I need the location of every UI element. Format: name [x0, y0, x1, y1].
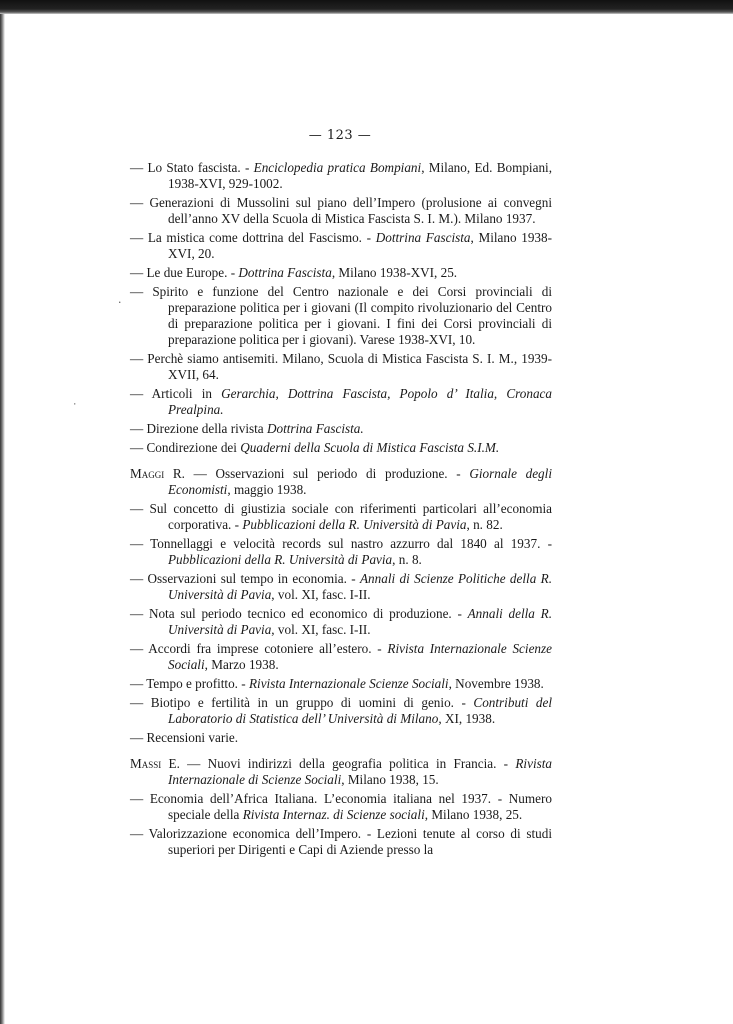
bibliography-entry	[130, 284, 552, 348]
entry-title: Spirito e funzione del Centro nazionale e dei Corsi provinciali di preparazione politica per i giovani (Il compito rivoluzionario del Centro di preparazione politica per i giovani. I fini dei Corsi provinciali di preparazione politica per i giovani). Varese 1938-XVI, 10.	[152, 284, 552, 347]
entry-details: , n. 82.	[466, 517, 503, 532]
entry-source: Quaderni della Scuola di Mistica Fascista S.I.M.	[240, 440, 500, 455]
bibliography-entry	[130, 571, 552, 603]
entry-title: Condirezione dei	[146, 440, 241, 455]
bibliography-entry	[130, 421, 552, 437]
entry-dash: —	[130, 791, 150, 806]
entry-title: Sul concetto di giustizia sociale con riferimenti particolari all’economia corporativa. -	[149, 501, 553, 532]
bibliography-entry	[130, 730, 552, 746]
entry-title: Tempo e profitto. -	[146, 676, 249, 691]
entry-source: Pubblicazioni della R. Università di Pavia	[242, 517, 467, 532]
bibliography-entry	[130, 195, 552, 227]
entry-details: , vol. XI, fasc. I-II.	[271, 587, 371, 602]
entry-details: , Milano 1938, 15.	[341, 772, 439, 787]
entry-source: Dottrina Fascista	[375, 230, 471, 245]
entry-dash: —	[130, 826, 149, 841]
entry-dash: —	[130, 695, 151, 710]
entry-title: Articoli in	[151, 386, 222, 401]
entry-dash: —	[130, 501, 150, 516]
entry-dash: —	[130, 676, 147, 691]
entry-dash: —	[130, 606, 149, 621]
scan-left-edge	[0, 14, 5, 1024]
entry-author: Maggi R.	[130, 466, 185, 481]
bibliography-entry	[130, 265, 552, 281]
bibliography-entry	[130, 695, 552, 727]
entry-title: Economia dell’Africa Italiana. L’economia italiana nel 1937. - Numero speciale della	[149, 791, 553, 822]
entry-details: , Marzo 1938.	[204, 657, 279, 672]
entry-title: Recensioni varie.	[146, 730, 239, 745]
entry-dash: —	[130, 195, 150, 210]
bibliography-entry	[130, 501, 552, 533]
bibliography-entry	[130, 351, 552, 383]
bibliography-entry	[130, 536, 552, 568]
entry-title: Le due Europe. -	[146, 265, 239, 280]
entry-source: Giornale degli Economisti	[168, 466, 552, 497]
entry-source: Annali della R. Università di Pavia	[168, 606, 552, 637]
entry-title: Osservazioni sul tempo in economia. -	[147, 571, 360, 586]
entry-details: , vol. XI, fasc. I-II.	[271, 622, 371, 637]
bibliography-entry	[130, 756, 552, 788]
entry-source: Rivista Internazionale Scienze Sociali	[248, 676, 449, 691]
entry-author: Massi E.	[130, 756, 180, 771]
entry-dash: —	[130, 641, 149, 656]
entry-source: Dottrina Fascista	[238, 265, 332, 280]
bibliography-entry	[130, 826, 552, 858]
entry-details: , Milano 1938-XVI, 25.	[331, 265, 458, 280]
entry-dash: —	[184, 466, 216, 481]
entry-details: , Milano, Ed. Bompiani, 1938-XVI, 929-1002.	[168, 160, 553, 191]
entry-source: Rivista Internazionale di Scienze Sociali	[168, 756, 553, 787]
entry-title: Lo Stato fascista. -	[147, 160, 254, 175]
bibliography-entry	[130, 160, 552, 192]
bibliography-entry	[130, 676, 552, 692]
entry-dash: —	[130, 160, 148, 175]
entry-dash: —	[130, 265, 147, 280]
entry-details: , Novembre 1938.	[448, 676, 544, 691]
entry-source: Rivista Internaz. di Scienze sociali	[242, 807, 425, 822]
entry-source: Contributi del Laboratorio di Statistica dell’ Università di Milano	[168, 695, 553, 726]
scan-top-edge	[0, 0, 733, 14]
scan-speck: ·	[118, 296, 122, 309]
entry-details: , XI, 1938.	[438, 711, 496, 726]
bibliography-entry	[130, 606, 552, 638]
entry-dash: —	[130, 440, 147, 455]
bibliography-entry	[130, 230, 552, 262]
entry-source: Enciclopedia pratica Bompiani	[253, 160, 422, 175]
entry-dash: —	[130, 730, 147, 745]
entry-dash: —	[130, 421, 147, 436]
entry-title: Valorizzazione economica dell’Impero. - Lezioni tenute al corso di studi superiori per Dirigenti e Capi di Aziende presso la	[148, 826, 552, 857]
bibliography-entry	[130, 641, 552, 673]
entry-details: , n. 8.	[392, 552, 422, 567]
entry-dash: —	[179, 756, 208, 771]
entry-title: Perchè siamo antisemiti. Milano, Scuola di Mistica Fascista S. I. M., 1939-XVII, 64.	[147, 351, 552, 382]
bibliography-list	[130, 160, 552, 861]
entry-title: Direzione della rivista	[146, 421, 267, 436]
entry-dash: —	[130, 230, 148, 245]
scan-speck: ˙	[72, 402, 78, 415]
entry-title: Nuovi indirizzi della geografia politica in Francia. -	[207, 756, 516, 771]
entry-source: Annali di Scienze Politiche della R. Università di Pavia	[168, 571, 552, 602]
entry-dash: —	[130, 536, 151, 551]
entry-title: Osservazioni sul periodo di produzione. -	[215, 466, 470, 481]
entry-details: , maggio 1938.	[227, 482, 307, 497]
bibliography-entry	[130, 466, 552, 498]
entry-source: Pubblicazioni della R. Università di Pavia	[168, 552, 393, 567]
entry-details: , Milano 1938, 25.	[424, 807, 523, 822]
entry-dash: —	[130, 571, 148, 586]
entry-source: Gerarchia, Dottrina Fascista, Popolo d’ Italia, Cronaca Prealpina.	[168, 386, 552, 417]
entry-title: Accordi fra imprese cotoniere all’estero. -	[148, 641, 388, 656]
bibliography-entry	[130, 440, 552, 456]
entry-title: Biotipo e fertilità in un gruppo di uomini di genio. -	[150, 695, 474, 710]
entry-title: Tonnellaggi e velocità records sul nastro azzurro dal 1840 al 1937. -	[150, 536, 552, 551]
entry-details: , Milano 1938-XVI, 20.	[168, 230, 553, 261]
bibliography-entry	[130, 791, 552, 823]
entry-source: Rivista Internazionale Scienze Sociali	[168, 641, 552, 672]
entry-dash: —	[130, 284, 153, 299]
entry-dash: —	[130, 351, 148, 366]
bibliography-entry	[130, 386, 552, 418]
entry-source: Dottrina Fascista.	[266, 421, 364, 436]
page-number: — 123 —	[308, 128, 372, 143]
entry-title: La mistica come dottrina del Fascismo. -	[147, 230, 376, 245]
entry-title: Generazioni di Mussolini sul piano dell’Impero (prolusione ai convegni dell’anno XV della Scuola di Mistica Fascista S. I. M.). Milano 1937.	[149, 195, 552, 226]
entry-title: Nota sul periodo tecnico ed economico di produzione. -	[148, 606, 468, 621]
entry-dash: —	[130, 386, 152, 401]
